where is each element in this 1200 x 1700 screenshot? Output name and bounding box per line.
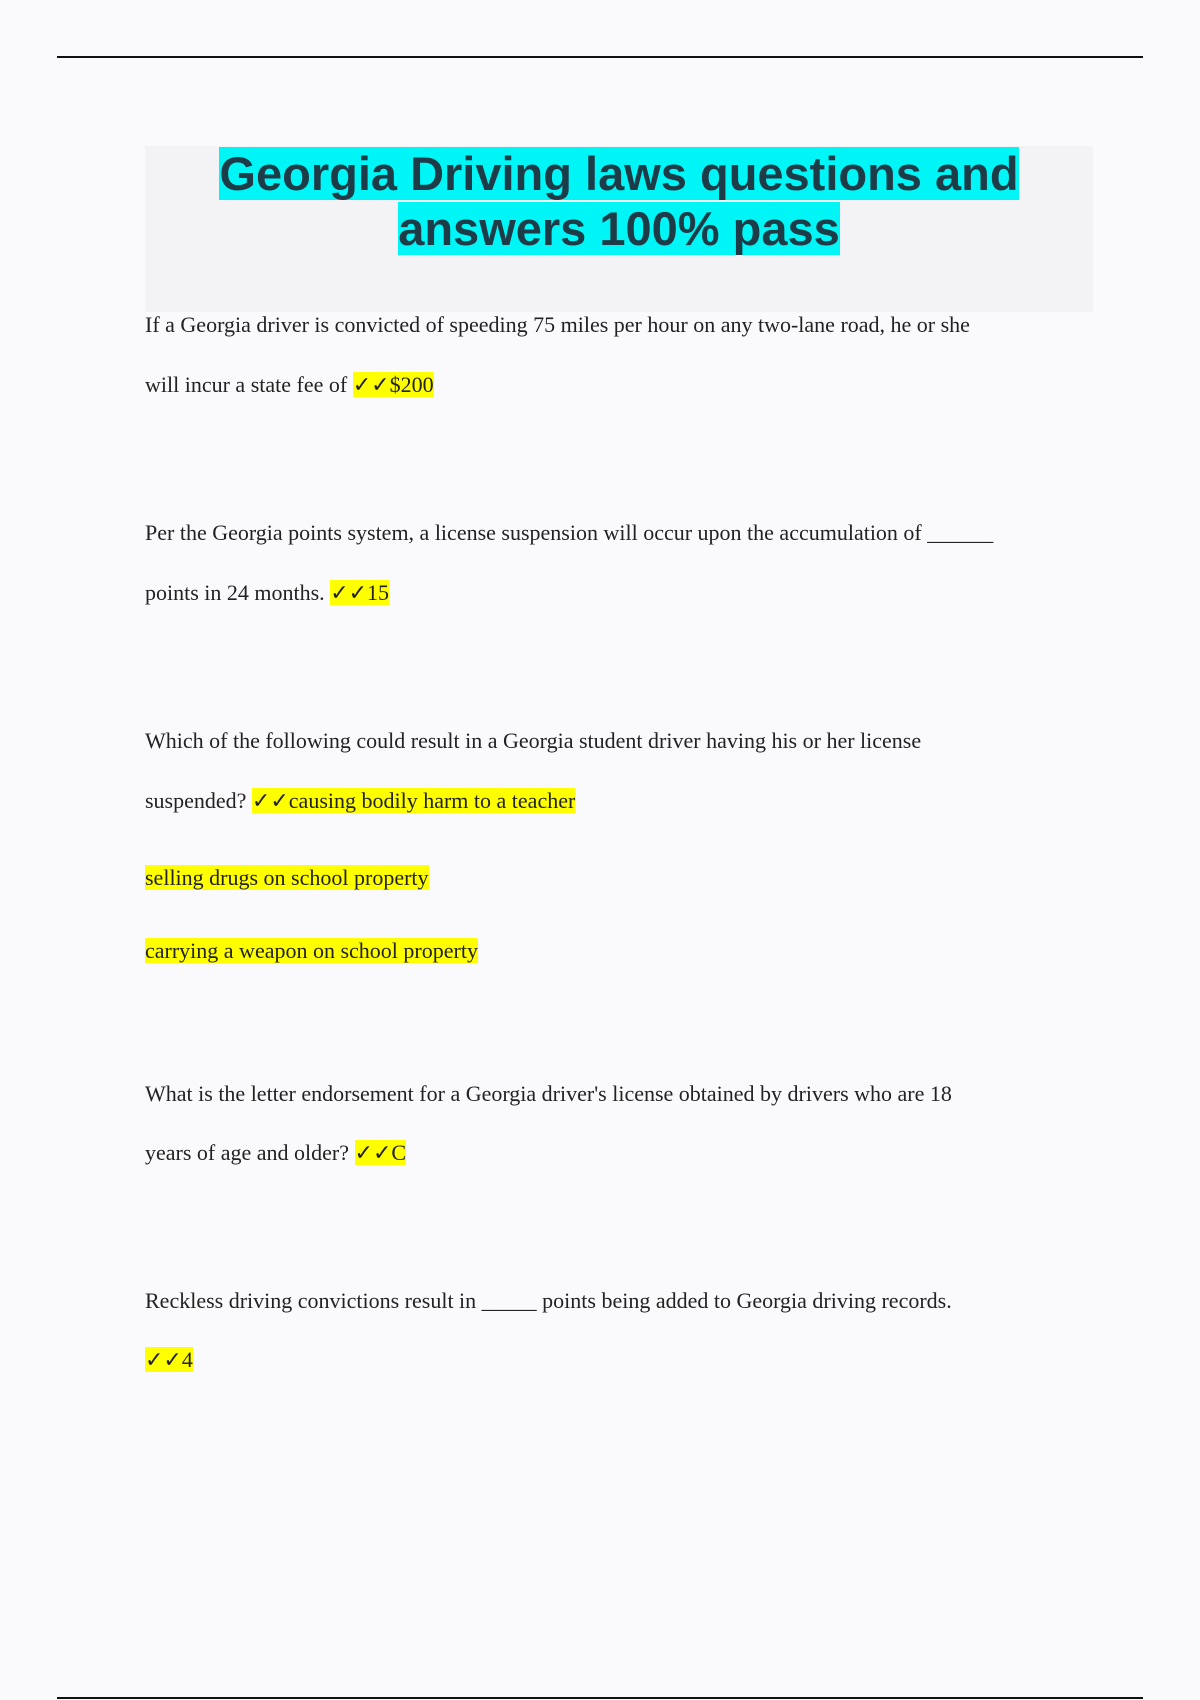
question-5-line-1: Reckless driving convictions result in _____ points being added to Georgia driving records. bbox=[145, 1288, 952, 1313]
document-title: Georgia Driving laws questions and answers 100% pass bbox=[219, 147, 1019, 255]
top-rule bbox=[57, 56, 1143, 58]
question-3-line-2 bbox=[145, 788, 575, 814]
question-5-answer: ✓✓4 bbox=[145, 1347, 193, 1372]
question-4-answer: ✓✓C bbox=[354, 1140, 407, 1165]
question-3-answer-line-2 bbox=[145, 865, 429, 891]
question-2-line-2 bbox=[145, 580, 389, 606]
question-2-answer: ✓✓15 bbox=[330, 580, 390, 605]
question-3-line-1: Which of the following could result in a Georgia student driver having his or her license bbox=[145, 728, 922, 753]
title-block bbox=[145, 146, 1093, 312]
question-3-answer: ✓✓causing bodily harm to a teacher bbox=[251, 788, 576, 813]
question-3-answer-extra-1: selling drugs on school property bbox=[145, 865, 429, 890]
question-3-answer-extra-2: carrying a weapon on school property bbox=[145, 938, 478, 963]
question-1-text: will incur a state fee of bbox=[145, 372, 353, 397]
question-3-text: suspended? bbox=[145, 788, 252, 813]
question-1-line-1: If a Georgia driver is convicted of speeding 75 miles per hour on any two-lane road, he or she bbox=[145, 312, 970, 337]
question-2-line-1: Per the Georgia points system, a license suspension will occur upon the accumulation of ______ bbox=[145, 520, 994, 545]
question-2-text: points in 24 months. bbox=[145, 580, 331, 605]
question-1-line-2 bbox=[145, 372, 434, 398]
question-3-answer-line-3 bbox=[145, 938, 478, 964]
bottom-rule bbox=[57, 1697, 1143, 1699]
question-4-text: years of age and older? bbox=[145, 1140, 355, 1165]
question-4-line-2 bbox=[145, 1140, 406, 1166]
question-5-line-2 bbox=[145, 1347, 193, 1373]
question-4-line-1: What is the letter endorsement for a Georgia driver's license obtained by drivers who are 18 bbox=[145, 1081, 952, 1106]
question-1-answer: ✓✓$200 bbox=[352, 372, 434, 397]
